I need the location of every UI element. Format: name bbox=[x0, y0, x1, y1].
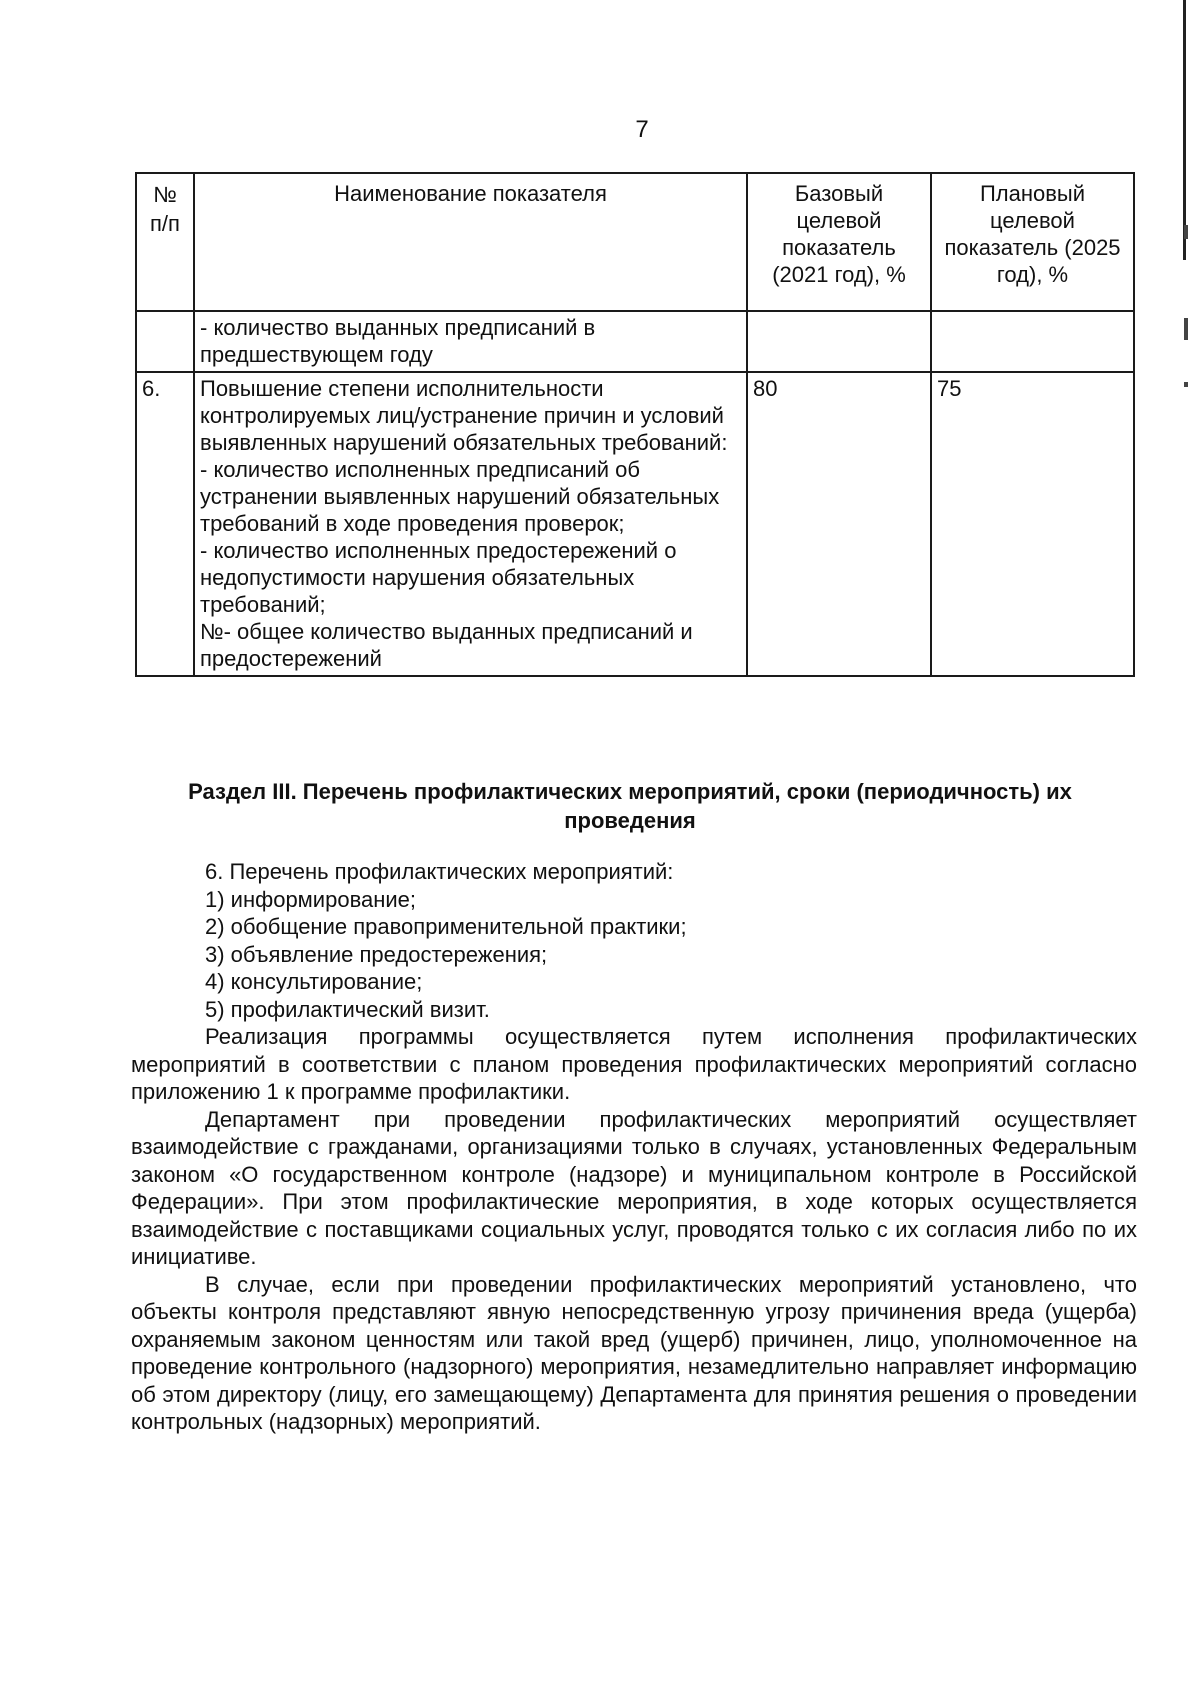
list-item: 2) обобщение правоприменительной практики; bbox=[205, 914, 687, 939]
cell-base bbox=[747, 311, 931, 372]
cell-name: - количество выданных предписаний в предшествующем году bbox=[194, 311, 747, 372]
paragraph: Реализация программы осуществляется путем исполнения профилактических мероприятий в соответствии с планом проведения профилактических мероприятий согласно приложению 1 к программе профилактики. bbox=[131, 1024, 1137, 1104]
header-plan: Плановый целевой показатель (2025 год), % bbox=[931, 173, 1134, 311]
cell-base: 80 bbox=[747, 372, 931, 676]
cell-plan: 75 bbox=[931, 372, 1134, 676]
scan-mark bbox=[1184, 382, 1188, 387]
cell-name-line: №- общее количество выданных предписаний и предостережений bbox=[200, 619, 693, 671]
table-row bbox=[136, 372, 1134, 676]
cell-num bbox=[136, 311, 194, 372]
paragraph: В случае, если при проведении профилактических мероприятий установлено, что объекты контроля представляют явную непосредственную угрозу причинения вреда (ущерба) охраняемым законом ценностям или такой вред (ущерб) причинен, лицо, уполномоченное на проведение контрольного (надзорного) мероприятия, незамедлительно направляет информацию об этом директору (лицу, его замещающему) Департамента для принятия решения о проведении контрольных (надзорных) мероприятий. bbox=[131, 1271, 1137, 1434]
paragraph: Департамент при проведении профилактических мероприятий осуществляет взаимодействие с гражданами, организациями только в случаях, установленных Федеральным законом «О государственном контроле (надзоре) и муниципальном контроле в Российской Федерации». При этом профилактические мероприятия, в ходе которых осуществляется взаимодействие с поставщиками социальных услуг, проводятся только с их согласия либо по их инициативе. bbox=[131, 1106, 1137, 1269]
scan-mark bbox=[1184, 225, 1188, 239]
section-body bbox=[131, 858, 1137, 1436]
table-header-row bbox=[136, 173, 1134, 311]
list-item: 5) профилактический визит. bbox=[205, 996, 490, 1022]
cell-num: 6. bbox=[136, 372, 194, 676]
list-intro: 6. Перечень профилактических мероприятий: bbox=[205, 859, 674, 884]
page-number: 7 bbox=[635, 116, 649, 143]
cell-name-line: Повышение степени исполнительности контролируемых лиц/устранение причин и условий выявленных нарушений обязательных требований: bbox=[200, 376, 728, 455]
header-num: № п/п bbox=[136, 173, 194, 311]
header-name: Наименование показателя bbox=[194, 173, 747, 311]
list-item: 3) объявление предостережения; bbox=[205, 941, 548, 967]
indicators-table bbox=[135, 172, 1135, 677]
cell-plan bbox=[931, 311, 1134, 372]
cell-name bbox=[194, 372, 747, 676]
scan-mark bbox=[1184, 318, 1188, 340]
list-item: 4) консультирование; bbox=[205, 969, 423, 994]
header-base: Базовый целевой показатель (2021 год), % bbox=[747, 173, 931, 311]
cell-name-line: - количество исполненных предостережений о недопустимости нарушения обязательных требований; bbox=[200, 538, 677, 617]
table-row bbox=[136, 311, 1134, 372]
list-item: 1) информирование; bbox=[205, 886, 417, 912]
cell-name-line: - количество исполненных предписаний об устранении выявленных нарушений обязательных требований в ходе проведения проверок; bbox=[200, 457, 720, 536]
section-title: Раздел III. Перечень профилактических мероприятий, сроки (периодичность) их проведения bbox=[188, 779, 1072, 833]
